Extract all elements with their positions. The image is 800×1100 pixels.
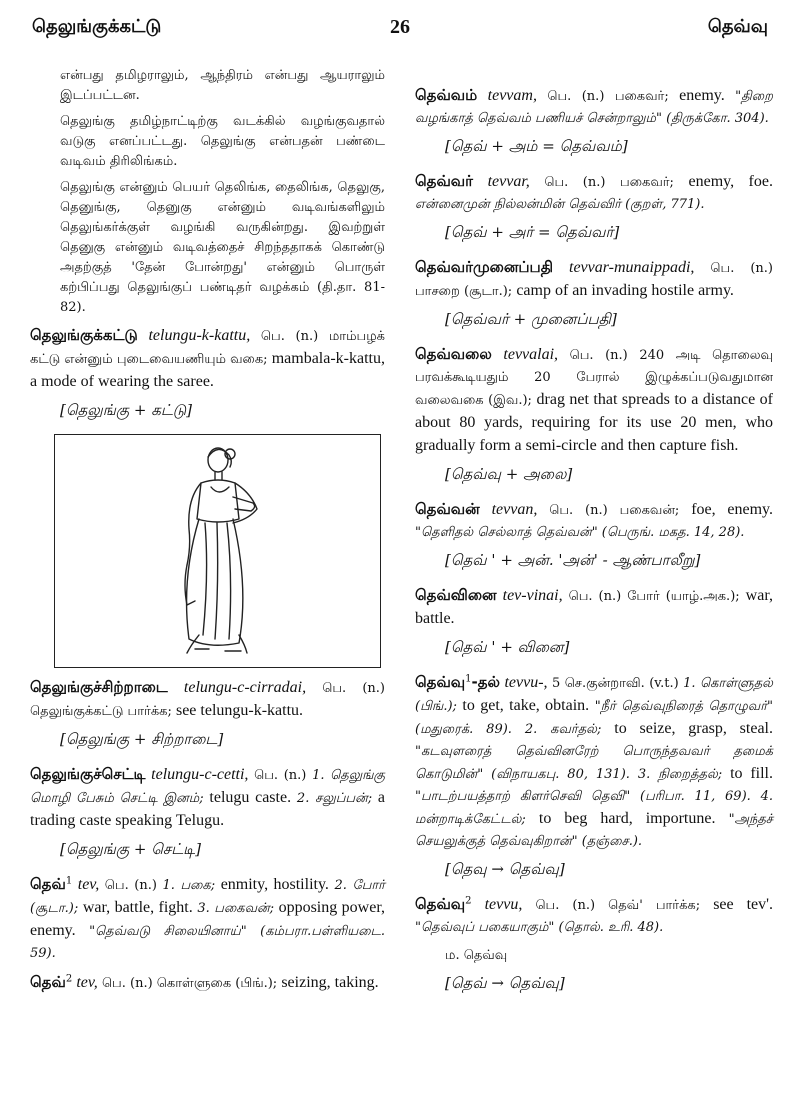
sense-2-tamil: 2. போர் (சூடா.); (30, 878, 385, 916)
etymology: [தெலுங்கு + சிற்றாடை] (60, 730, 224, 748)
sense-3-tamil: 3. பகைவன்; (197, 901, 275, 916)
entry-tevvam (415, 84, 773, 130)
woman-in-saree-drawing (55, 435, 380, 667)
entry-telungu-c-cirradai (30, 676, 385, 723)
etymology: [தெவ் + அர் = தெவ்வர்] (445, 223, 620, 241)
cognate: ம. தெவ்வு (445, 948, 508, 963)
sense-2-tamil: 2. கவர்தல்; (524, 722, 602, 737)
transliteration: tev-vinai, (502, 587, 563, 604)
tamil-definition: பகைவன்; (619, 503, 680, 518)
headword: தெவ்வம் (415, 86, 478, 104)
part-of-speech: பெ. (n.) (101, 976, 153, 991)
part-of-speech: பெ. (n.) (104, 878, 157, 893)
transliteration: tevvu-, (504, 674, 548, 691)
sense-2-english: a trading caste speaking Telugu. (30, 789, 386, 829)
transliteration: tevvu, (484, 896, 523, 913)
header-right-guide-word: தெவ்வு (707, 16, 768, 37)
continued-paragraph-3: தெலுங்கு என்னும் பெயர் தெலிங்க, தைலிங்க, தெலுகு, தெனுங்கு, தெனுகு என்னும் வடிவங்களிலும் தெலுங்கர்க்குள் வழங்கி வருகின்றது. இவற்றுள் தெனுகு என்னும் வடிவத்தைச் சிறந்ததாகக் கொண்டு அதற்குத் 'தேன் போன்றது' என்னும் பொருள் கற்பிப்பது தெலுங்குப் பண்டிதர் வழக்கம் (தி.தா. 81-82). (60, 180, 385, 315)
part-of-speech: பெ. (n.) (569, 348, 628, 363)
part-of-speech: பெ. (n.) (254, 768, 307, 783)
entry-tevvar (415, 170, 773, 216)
english-definition: drag net that spreads to a distance of about 80 yards, requiring for its use 20 men, who gradually form a semi-circle and then capture fish. (415, 391, 774, 454)
header-left-guide-word: தெலுங்குக்கட்டு (32, 16, 162, 37)
sense-4-quotation: "அந்தச் செயலுக்குத் தெவ்வுகிறான்" (தஞ்சை.). (415, 812, 773, 849)
sense-4-english: to beg hard, importune. (538, 810, 716, 827)
sense-2-english: to seize, grasp, steal. (614, 720, 774, 737)
transliteration: tevvalai, (503, 346, 559, 363)
homograph-number: 1 (465, 673, 472, 685)
etymology: [தெவ்வு + அலை] (445, 465, 573, 483)
sense-2-english: war, battle, fight. (82, 899, 193, 916)
english-definition: camp of an invading hostile army. (516, 282, 734, 299)
tamil-definition: பாசறை (சூடா.); (415, 284, 513, 299)
etymology: [தெவ் → தெவ்வு] (445, 974, 565, 992)
sense-2-tamil: 2. சலுப்பன்; (296, 791, 373, 806)
tamil-definition: மாம்பழக் கட்டு என்னும் புடைவையணியும் வகை; (30, 329, 385, 367)
page-header (32, 16, 768, 48)
continued-paragraph-1: என்பது தமிழராலும், ஆந்திரம் என்பது ஆயராலும் இடப்பட்டன. (60, 68, 385, 103)
tamil-definition: பகைவர்; (620, 175, 674, 190)
transliteration: tevvam, (487, 87, 537, 104)
etymology: [தெலுங்கு + கட்டு] (60, 401, 193, 419)
english-definition: enemy, foe. (688, 173, 773, 190)
transliteration: tevvar-munaippadi, (569, 259, 695, 276)
sense-2-quotation: "கடவுளரைத் தெவ்வினரேற் பொருந்தவவர் தமைக் கொடுமின்" (விநாயகபு. 80, 131). (415, 744, 773, 782)
part-of-speech: பெ. (n.) (568, 589, 622, 604)
sense-1-quotation: "நீர் தெவ்வுநிரைத் தொழுவர்" (மதுரைக். 89). (415, 699, 773, 737)
english-definition: see tev'. (713, 896, 773, 913)
headword: தெலுங்குக்கட்டு (30, 326, 138, 344)
part-of-speech: பெ. (n.) (547, 89, 605, 104)
english-definition: enemy. (679, 87, 725, 104)
sense-1-tamil: 1. பகை; (162, 878, 216, 893)
part-of-speech: பெ. (n.) (322, 681, 385, 696)
part-of-speech: பெ. (n.) (710, 261, 773, 276)
transliteration: tev, (77, 876, 100, 893)
sense-1-english: enmity, hostility. (220, 876, 329, 893)
headword: தெவ் (30, 973, 66, 991)
headword: தெவ்வலை (415, 345, 492, 363)
left-column (30, 66, 385, 1001)
transliteration: tevvar, (487, 173, 530, 190)
homograph-number: 1 (65, 875, 73, 887)
english-definition: foe, enemy. (691, 501, 773, 518)
quotation: "தெளிதல் செல்லாத் தெவ்வன்" (பெருங். மகத. 14, 28). (415, 525, 745, 540)
transliteration: tevvan, (491, 501, 538, 518)
headword: தெவ்வர்முனைப்பதி (415, 258, 554, 276)
page-number: 26 (390, 16, 410, 38)
tamil-definition: பகைவர்; (614, 89, 669, 104)
headword: தெலுங்குச்செட்டி (30, 765, 146, 783)
sense-3-english: to fill. (730, 765, 773, 782)
entry-tevvan (415, 498, 773, 544)
homograph-number: 2 (65, 973, 73, 985)
english-definition: see telungu-k-kattu. (175, 702, 304, 719)
homograph-number: 2 (465, 895, 472, 907)
transliteration: telungu-c-cetti, (151, 766, 249, 783)
sense-1-english: telugu caste. (209, 789, 292, 806)
entry-tevvu-2 (415, 893, 773, 939)
english-definition: mambala-k-kattu, a mode of wearing the saree. (30, 350, 385, 390)
tamil-definition: போர் (யாழ்.அக.); (627, 589, 740, 604)
entry-tevvalai (415, 343, 773, 458)
sense-1-tamil: 1. கொள்ளுதல் (பிங்.); (415, 676, 773, 714)
tamil-definition: தெவ்' பார்க்க; (608, 898, 701, 913)
headword: தெவ்வன் (415, 500, 480, 518)
sense-1-tamil: 1. தெலுங்கு மொழி பேசும் செட்டி இனம்; (30, 768, 385, 806)
sense-3-tamil: 3. நிறைத்தல்; (637, 767, 723, 782)
part-of-speech: பெ. (n.) (549, 503, 608, 518)
part-of-speech: 5 செ.குன்றாவி. (v.t.) (551, 676, 679, 691)
etymology: [தெவ் ' + வினை] (445, 638, 570, 656)
tamil-definition: 240 அடி தொலைவு பரவக்கூடியதும் 20 பேரால் இழுக்கப்படுவதுமான வலைவகை (இவ.); (415, 348, 773, 408)
right-column (415, 84, 773, 1007)
headword: தெவ்வு (415, 895, 466, 913)
quotation: "தெவ்வுப் பகையாகும்" (தொல். உரி. 48). (415, 920, 664, 935)
sense-3-english: opposing power, enemy. (30, 899, 386, 939)
continued-paragraph-2: தெலுங்கு தமிழ்நாட்டிற்கு வடக்கில் வழங்குவதால் வடுகு எனப்பட்டது. தெலுங்கு என்பதன் பண்டை வடிவம் திரிலிங்கம். (60, 114, 385, 169)
entry-tev-1 (30, 873, 385, 965)
entry-telungu-k-kattu (30, 324, 385, 394)
headword: தெவ் (30, 875, 66, 893)
entry-tev-vinai (415, 584, 773, 631)
sense-3-quotation: "பாடற்பயத்தாற் கிளர்செவி தெவி" (பரிபா. 11, 69). (415, 789, 751, 804)
headword-suffix: -தல் (471, 673, 500, 691)
entry-telungu-c-cetti (30, 763, 385, 833)
etymology: [தெவு → தெவ்வு] (445, 860, 565, 878)
etymology: [தெவ் + அம் = தெவ்வம்] (445, 137, 628, 155)
transliteration: tev, (76, 974, 98, 991)
entry-tevvar-munaippadi (415, 256, 773, 303)
etymology: [தெலுங்கு + செட்டி] (60, 840, 201, 858)
entry-tev-2 (30, 971, 385, 995)
headword: தெவ்வினை (415, 586, 497, 604)
part-of-speech: பெ. (n.) (544, 175, 606, 190)
quotation: என்னைமுன் நில்லன்மின் தெவ்விர் (குறள், 771). (415, 197, 705, 212)
headword: தெவ்வர் (415, 172, 473, 190)
etymology: [தெவ் ' + அன். 'அன்' - ஆண்பாலீறு] (445, 551, 701, 569)
headword: தெலுங்குச்சிற்றாடை (30, 678, 168, 696)
quotation: "திறை வழங்காத் தெவ்வம் பணியச் சென்றாலும்" (திருக்கோ. 304). (415, 89, 773, 126)
transliteration: telungu-c-cirradai, (183, 679, 307, 696)
etymology: [தெவ்வர் + முனைப்பதி] (445, 310, 617, 328)
saree-illustration (54, 434, 381, 668)
tamil-definition: தெலுங்குக்கட்டு பார்க்க; (30, 704, 172, 719)
part-of-speech: பெ. (n.) (535, 898, 596, 913)
english-definition: seizing, taking. (281, 974, 379, 991)
sense-4-tamil: 4. மன்றாடிக்கேட்டல்; (415, 789, 773, 827)
sense-1-english: to get, take, obtain. (462, 697, 590, 714)
entry-tevvu-1 (415, 671, 773, 853)
part-of-speech: பெ. (n.) (260, 329, 319, 344)
quotation: "தெவ்வடு சிலையினாய்" (கம்பரா.பள்ளியடை. 59). (30, 924, 385, 961)
english-definition: war, battle. (415, 587, 774, 627)
tamil-definition: கொள்ளுகை (பிங்.); (156, 976, 278, 991)
headword: தெவ்வு (415, 673, 466, 691)
transliteration: telungu-k-kattu, (148, 327, 251, 344)
